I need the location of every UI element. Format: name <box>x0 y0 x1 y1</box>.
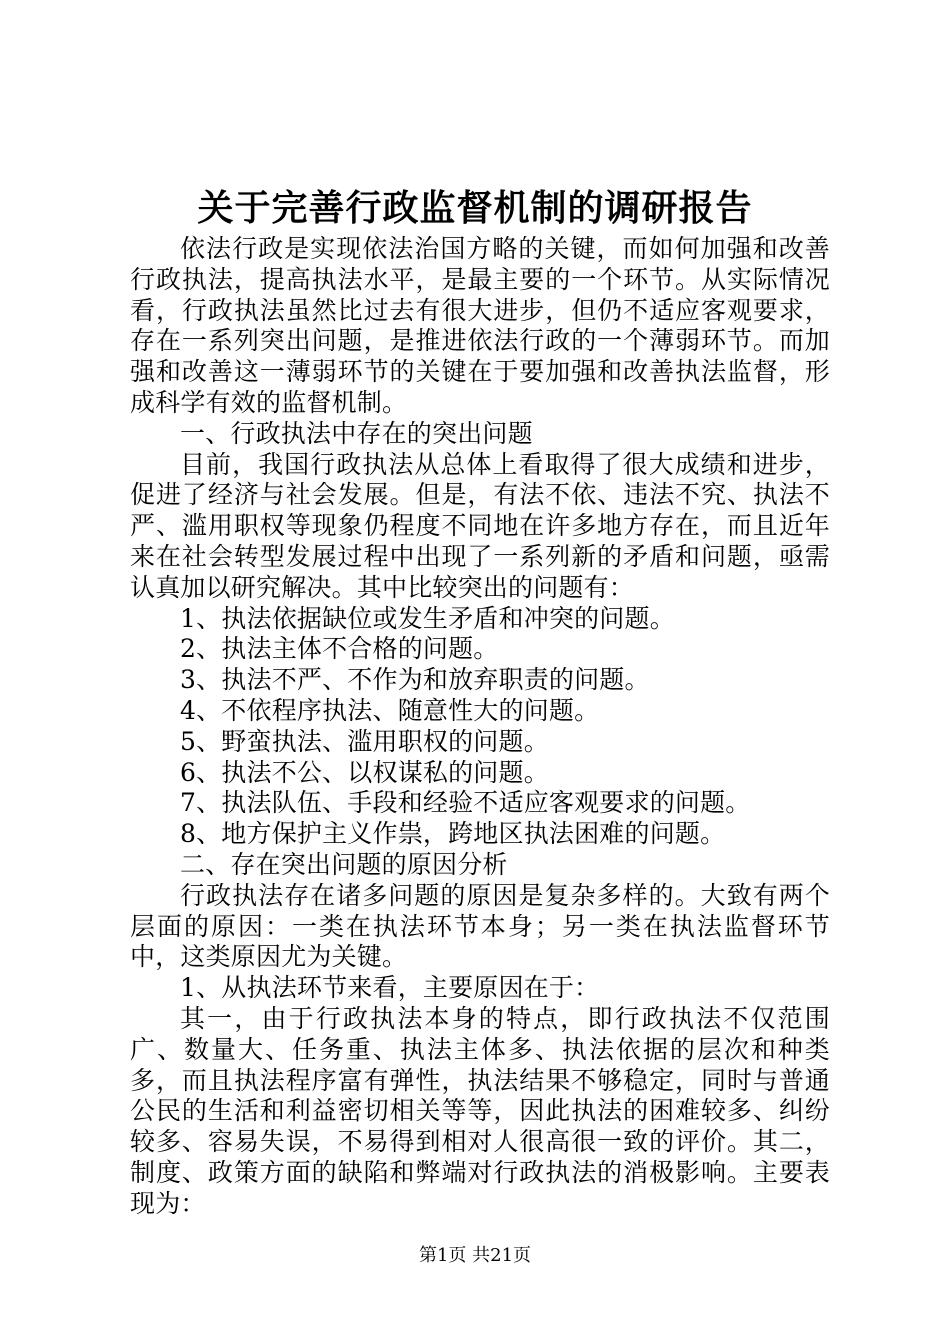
document-body <box>130 234 830 1220</box>
document-title: 关于完善行政监督机制的调研报告 <box>197 187 753 229</box>
list-item: 7、执法队伍、手段和经验不适应客观要求的问题。 <box>180 788 751 818</box>
paragraph-cause-detail: 其一，由于行政执法本身的特点，即行政执法不仅范围广、数量大、任务重、执法主体多、执法依据的层次和种类多，而且执法程序富有弹性，执法结果不够稳定，同时与普通公民的生活和利益密切相关等等，因此执法的困难较多、纠纷较多、容易失误，不易得到相对人很高很一致的评价。其二，制度、政策方面的缺陷和弊端对行政执法的消极影响。主要表现为： <box>130 1003 830 1218</box>
page-number-footer: 第1页 共21页 <box>418 1245 532 1266</box>
list-item: 2、执法主体不合格的问题。 <box>180 634 499 664</box>
paragraph-current-situation: 目前，我国行政执法从总体上看取得了很大成绩和进步，促进了经济与社会发展。但是，有法不依、违法不究、执法不严、滥用职权等现象仍程度不同地在许多地方存在，而且近年来在社会转型发展过程中出现了一系列新的矛盾和问题，亟需认真加以研究解决。其中比较突出的问题有： <box>130 449 830 602</box>
list-item: 6、执法不公、以权谋私的问题。 <box>180 757 549 787</box>
section-heading-2: 二、存在突出问题的原因分析 <box>180 849 508 879</box>
list-item: 4、不依程序执法、随意性大的问题。 <box>180 695 600 725</box>
list-item: 5、野蛮执法、滥用职权的问题。 <box>180 726 549 756</box>
paragraph-intro: 依法行政是实现依法治国方略的关键，而如何加强和改善行政执法，提高执法水平，是最主要的一个环节。从实际情况看，行政执法虽然比过去有很大进步，但仍不适应客观要求，存在一系列突出问题，是推进依法行政的一个薄弱环节。而加强和改善这一薄弱环节的关键在于要加强和改善执法监督，形成科学有效的监督机制。 <box>130 234 830 417</box>
subsection-heading: 1、从执法环节来看，主要原因在于： <box>180 973 600 1003</box>
section-heading-1: 一、行政执法中存在的突出问题 <box>180 418 533 448</box>
list-item: 3、执法不严、不作为和放弃职责的问题。 <box>180 665 650 695</box>
list-item: 1、执法依据缺位或发生矛盾和冲突的问题。 <box>180 603 675 633</box>
list-item: 8、地方保护主义作祟，跨地区执法困难的问题。 <box>180 819 726 849</box>
paragraph-cause-overview: 行政执法存在诸多问题的原因是复杂多样的。大致有两个层面的原因：一类在执法环节本身；另一类在执法监督环节中，这类原因尤为关键。 <box>130 880 830 972</box>
